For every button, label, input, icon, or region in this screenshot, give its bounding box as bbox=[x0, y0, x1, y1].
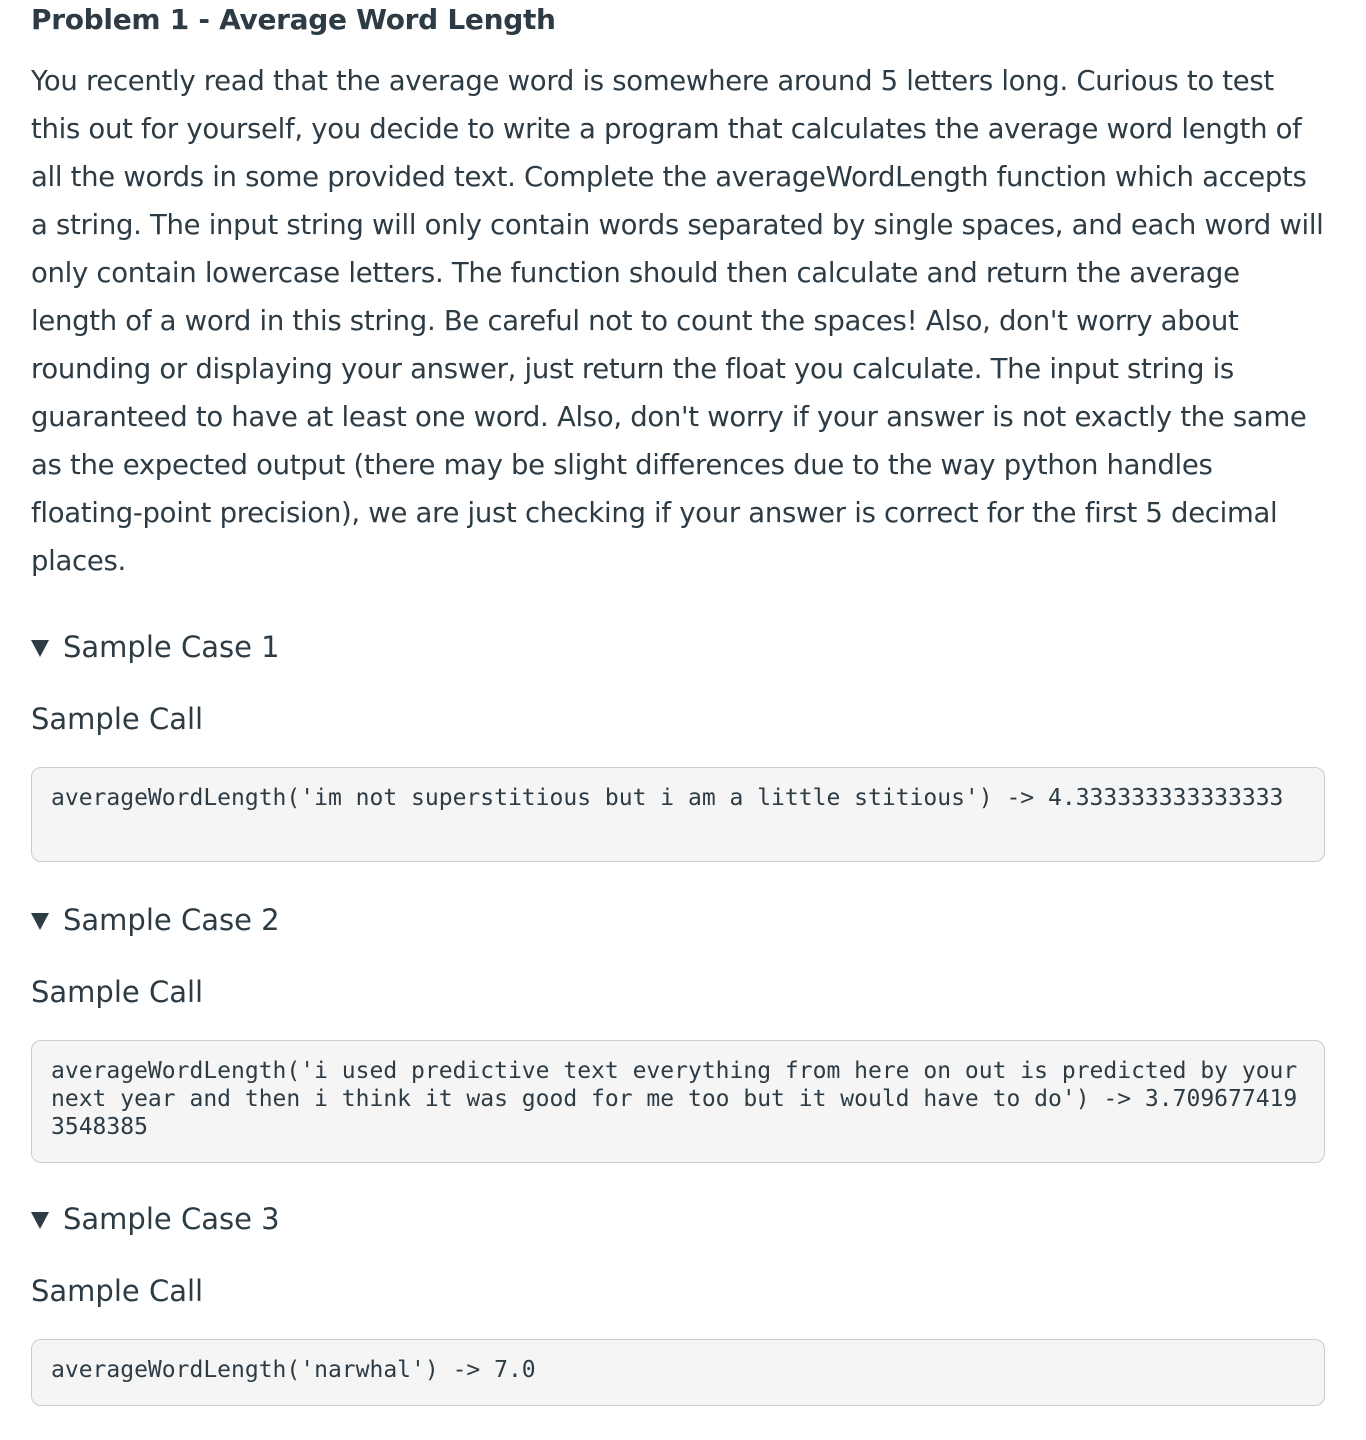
sample-case-1-label: Sample Case 1 bbox=[63, 630, 280, 664]
sample-case-3-label: Sample Case 3 bbox=[63, 1202, 280, 1236]
sample-case-1-toggle[interactable] bbox=[31, 626, 1325, 668]
sample-case-3 bbox=[31, 1198, 1325, 1406]
sample-call-label: Sample Call bbox=[31, 1274, 204, 1308]
sample-call-code: averageWordLength('narwhal') -> 7.0 bbox=[31, 1339, 1325, 1406]
problem-title: Problem 1 - Average Word Length bbox=[31, 3, 556, 36]
sample-call-label: Sample Call bbox=[31, 975, 204, 1009]
sample-case-2-label: Sample Case 2 bbox=[63, 903, 280, 937]
sample-case-2-toggle[interactable] bbox=[31, 899, 1325, 941]
disclosure-triangle-down-icon bbox=[31, 640, 49, 657]
disclosure-triangle-down-icon bbox=[31, 913, 49, 930]
sample-case-2 bbox=[31, 899, 1325, 1163]
sample-case-1 bbox=[31, 626, 1325, 862]
disclosure-triangle-down-icon bbox=[31, 1212, 49, 1229]
sample-call-label: Sample Call bbox=[31, 702, 204, 736]
sample-call-code: averageWordLength('i used predictive text everything from here on out is predicted by your next year and then i think it was good for me too but it would have to do') -> 3.7096774193548385 bbox=[31, 1040, 1325, 1163]
problem-description: You recently read that the average word is somewhere around 5 letters long. Curious to test this out for yourself, you decide to write a program that calculates the average word length of all the words in some provided text. Complete the averageWordLength function which accepts a string. The input string will only contain words separated by single spaces, and each word will only contain lowercase letters. The function should then calculate and return the average length of a word in this string. Be careful not to count the spaces! Also, don't worry about rounding or displaying your answer, just return the float you calculate. The input string is guaranteed to have at least one word. Also, don't worry if your answer is not exactly the same as the expected output (there may be slight differences due to the way python handles floating-point precision), we are just checking if your answer is correct for the first 5 decimal places. bbox=[31, 65, 1324, 577]
sample-call-code: averageWordLength('im not superstitious but i am a little stitious') -> 4.333333333333333 bbox=[31, 767, 1325, 862]
sample-case-3-toggle[interactable] bbox=[31, 1198, 1325, 1240]
